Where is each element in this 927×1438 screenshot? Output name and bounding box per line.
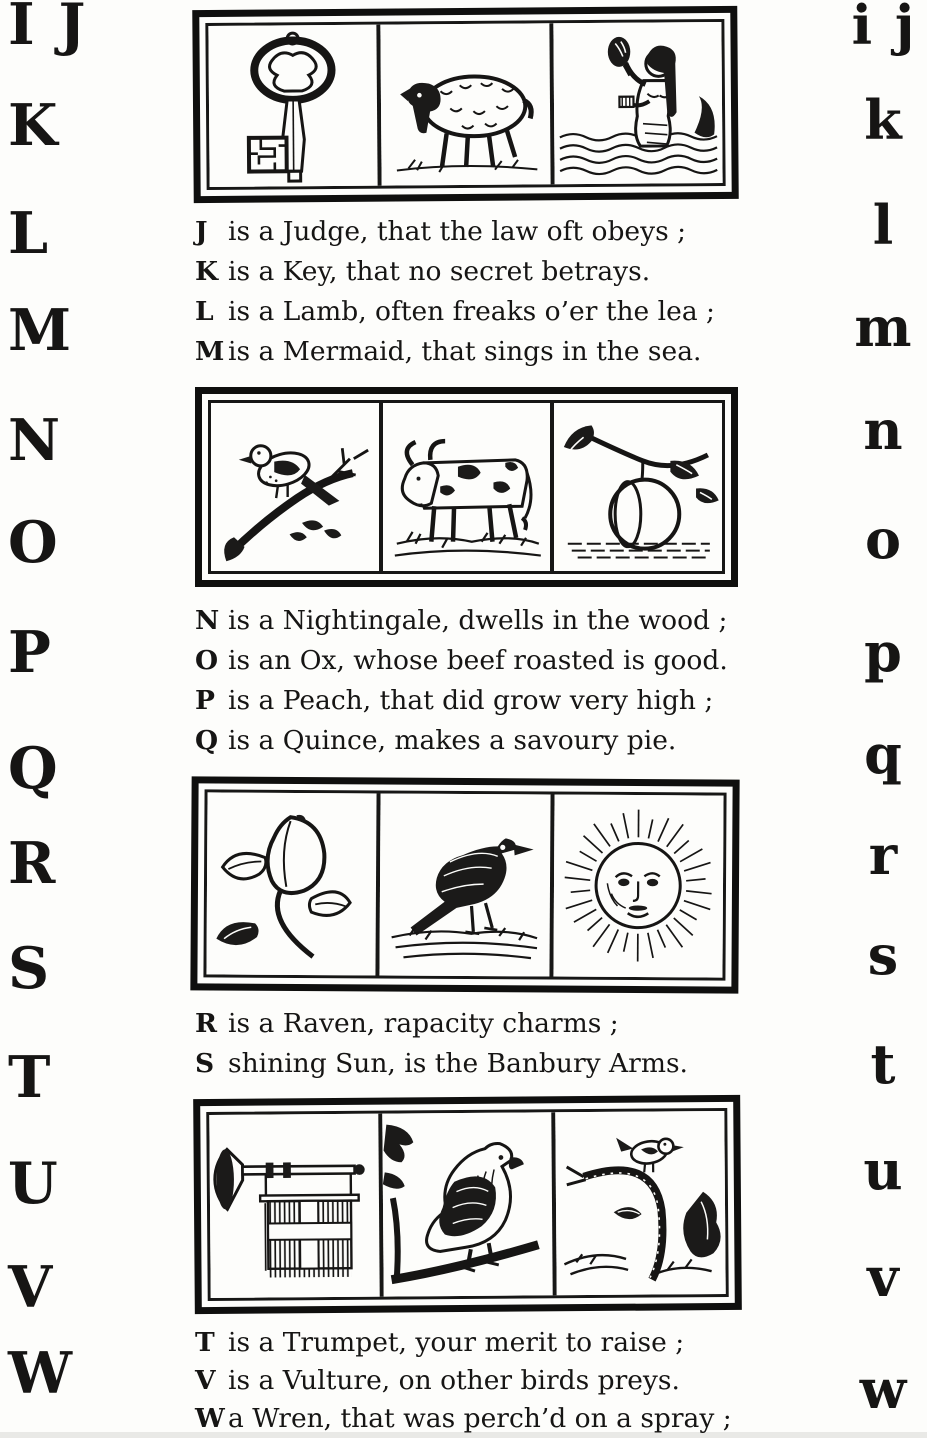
panel-cell	[206, 792, 380, 975]
woodcut-panel	[193, 1095, 742, 1314]
panel-cell	[553, 22, 723, 184]
verse-line	[195, 601, 815, 641]
verse-line	[195, 681, 815, 721]
verse-line	[195, 332, 815, 372]
verse-line	[195, 212, 815, 252]
margin-letter-lowercase: u	[863, 1138, 905, 1202]
panel-cell	[381, 23, 555, 185]
woodcut-nightingale-illustration	[211, 403, 379, 571]
verse-text: is a Lamb, often freaks o’er the lea ;	[228, 296, 715, 327]
verse-text: is a Mermaid, that sings in the sea.	[228, 336, 702, 367]
verse-block	[195, 1004, 815, 1084]
verse-text: is a Nightingale, dwells in the wood ;	[228, 605, 728, 636]
margin-letter-lowercase: w	[859, 1357, 909, 1421]
verse-line	[195, 1400, 815, 1438]
verse-text: is a Raven, rapacity charms ;	[228, 1008, 619, 1039]
verse-text: is a Quince, makes a savoury pie.	[228, 725, 677, 756]
margin-letter-uppercase: V	[8, 1254, 55, 1321]
woodcut-raven-illustration	[380, 793, 550, 976]
panel-cell	[209, 1114, 383, 1298]
woodcut-quince-illustration	[554, 403, 722, 571]
margin-letter-lowercase: l	[872, 193, 896, 257]
verse-block	[195, 212, 815, 372]
verse-line	[195, 1324, 815, 1362]
margin-letter-uppercase: P	[8, 619, 53, 686]
verse-text: is a Peach, that did grow very high ;	[228, 685, 714, 716]
verse-text: is an Ox, whose beef roasted is good.	[228, 645, 728, 676]
verse-line	[195, 252, 815, 292]
panel-cell	[382, 1112, 556, 1296]
panel-cell	[553, 795, 723, 978]
verse-lead-letter: K	[195, 256, 219, 287]
verse-lead-letter: P	[195, 685, 215, 716]
woodcut-key-illustration	[208, 25, 378, 187]
margin-letter-lowercase: t	[870, 1032, 898, 1096]
margin-letter-uppercase: T	[8, 1044, 53, 1111]
panel-cell	[554, 403, 722, 571]
verse-line	[195, 1044, 815, 1084]
woodcut-panel	[190, 776, 739, 993]
panel-cell	[555, 1111, 725, 1295]
verse-block	[195, 601, 815, 761]
woodcut-sun-illustration	[553, 795, 723, 978]
margin-letter-uppercase: K	[8, 92, 60, 159]
verse-text: a Wren, that was perch’d on a spray ;	[228, 1403, 732, 1434]
verse-lead-letter: Q	[195, 725, 219, 756]
panel-cell	[380, 793, 554, 976]
verse-text: is a Trumpet, your merit to raise ;	[228, 1327, 685, 1358]
margin-letter-lowercase: o	[864, 507, 904, 571]
woodcut-wren-illustration	[555, 1111, 725, 1295]
verse-lead-letter: V	[195, 1365, 216, 1396]
verse-line	[195, 641, 815, 681]
margin-letter-lowercase: s	[867, 923, 901, 987]
verse-lead-letter: M	[195, 336, 225, 367]
verse-lead-letter: S	[195, 1048, 215, 1079]
margin-letter-lowercase: m	[854, 295, 914, 359]
margin-letter-lowercase: p	[864, 620, 904, 684]
margin-letter-lowercase: i j	[851, 0, 917, 57]
margin-letter-uppercase: N	[8, 407, 63, 474]
woodcut-vulture-illustration	[382, 1112, 552, 1296]
woodcut-peach-illustration	[206, 792, 376, 975]
verse-line	[195, 292, 815, 332]
panel-cell	[208, 25, 382, 187]
verse-lead-letter: T	[195, 1327, 215, 1358]
margin-letter-uppercase: I J	[8, 0, 88, 58]
verse-block	[195, 1324, 815, 1438]
margin-letter-uppercase: L	[8, 200, 51, 267]
margin-letter-lowercase: v	[867, 1245, 901, 1309]
verse-text: is a Judge, that the law oft obeys ;	[228, 216, 687, 247]
margin-letter-uppercase: M	[8, 297, 74, 364]
verse-lead-letter: L	[195, 296, 214, 327]
margin-letter-lowercase: k	[864, 88, 904, 152]
woodcut-lamb-illustration	[381, 23, 551, 185]
margin-letter-lowercase: q	[864, 722, 904, 786]
margin-letter-uppercase: U	[8, 1150, 60, 1217]
verse-text: shining Sun, is the Banbury Arms.	[228, 1048, 688, 1079]
verse-text: is a Key, that no secret betrays.	[228, 256, 651, 287]
woodcut-mermaid-illustration	[553, 22, 723, 184]
margin-letter-lowercase: r	[868, 823, 900, 887]
woodcut-panel	[192, 6, 738, 203]
verse-lead-letter: W	[195, 1403, 225, 1434]
margin-letter-uppercase: Q	[8, 735, 60, 802]
margin-letter-uppercase: O	[8, 509, 60, 576]
verse-lead-letter: J	[195, 216, 208, 247]
verse-text: is a Vulture, on other birds preys.	[228, 1365, 680, 1396]
verse-lead-letter: N	[195, 605, 220, 636]
margin-letter-lowercase: n	[863, 398, 905, 462]
margin-letter-uppercase: W	[8, 1340, 75, 1407]
margin-letter-uppercase: R	[8, 830, 58, 897]
verse-lead-letter: R	[195, 1008, 218, 1039]
panel-cell	[211, 403, 383, 571]
panel-cell	[383, 403, 555, 571]
verse-lead-letter: O	[195, 645, 219, 676]
woodcut-ox-illustration	[383, 403, 551, 571]
verse-line	[195, 1004, 815, 1044]
verse-line	[195, 721, 815, 761]
woodcut-trumpet-illustration	[209, 1114, 379, 1298]
woodcut-panel	[195, 387, 738, 587]
margin-letter-uppercase: S	[8, 935, 52, 1002]
verse-line	[195, 1362, 815, 1400]
